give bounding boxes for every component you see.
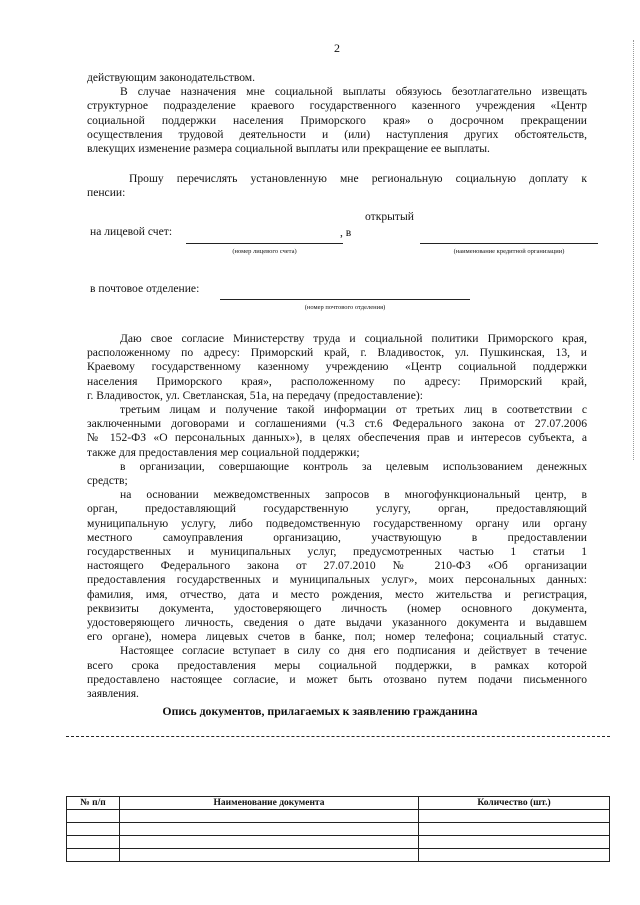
- intro-line: В случае назначения мне социальной выплаты обязуюсь безотлагательно извещать: [120, 85, 587, 99]
- opened-label: открытый: [365, 210, 414, 223]
- inventory-title: Опись документов, прилагаемых к заявлению гражданина: [162, 704, 478, 718]
- consent-line: г. Владивосток, ул. Светланская, 51а, на передачу (предоставление):: [87, 388, 423, 402]
- intro-line: действующим законодательством.: [87, 71, 256, 84]
- scan-edge: [629, 40, 634, 460]
- consent-line: Даю свое согласие Министерству труда и социальной политики Приморского края,: [120, 332, 587, 345]
- post-office-label: в почтовое отделение:: [90, 282, 200, 295]
- consent-line: также для предоставления мер социальной поддержки;: [87, 445, 360, 459]
- table-row: [67, 849, 610, 862]
- consent-line: на основании межведомственных запросов в многофункциональный центр, в: [120, 488, 587, 502]
- consent-line: Настоящее согласие вступает в силу со дня его подписания и действует в течение: [120, 644, 587, 658]
- account-number-caption: (номер лицевого счета): [232, 248, 297, 255]
- consent-line: предоставления государственных и муниципальных услуг», моих персональных данных:: [87, 573, 587, 587]
- consent-line: фамилия, имя, отчество, дата и место рождения, место жительства и регистрация,: [87, 587, 587, 601]
- consent-line: заявления.: [87, 687, 139, 701]
- col-quantity-header: Количество (шт.): [419, 797, 610, 810]
- consent-line: всего срока предоставления меры социальной поддержки, в рамках которой: [87, 658, 587, 672]
- consent-line: местного самоуправления организацию, участвующую в предоставлении: [87, 530, 587, 544]
- account-comma-in: , в: [340, 226, 352, 239]
- consent-line: реквизиты документа, удостоверяющего личность (номер основного документа,: [87, 601, 587, 615]
- intro-line: социальной поддержки населения Приморского края» о досрочном прекращении: [87, 113, 587, 127]
- consent-line: № 152-ФЗ «О персональных данных»), в целях обеспечения прав и интересов субъекта, а: [87, 431, 587, 445]
- transfer-request: [87, 172, 587, 200]
- consent-line: орган, предоставляющий государственную услугу, орган, предоставляющий: [87, 502, 587, 516]
- consent-line: заключенными договорами и соглашениями (ч.3 ст.6 Федерального закона от 27.07.2006: [87, 417, 587, 431]
- bank-name-line: [420, 243, 598, 244]
- consent-line: муниципальную услугу, либо подведомственную государственному органу или органу: [87, 516, 587, 530]
- col-document-header: Наименование документа: [120, 797, 419, 810]
- inventory-top-rule: [66, 736, 610, 737]
- intro-paragraph: [87, 71, 587, 156]
- transfer-line: пенсии:: [87, 186, 126, 200]
- account-number-line: [186, 243, 343, 244]
- post-office-line: [220, 299, 470, 300]
- consent-line: третьим лицам и получение такой информации от третьих лиц в соответствии с: [120, 403, 587, 417]
- consent-paragraph: [87, 332, 587, 701]
- consent-line: удостоверяющего личность, сведения о дате выдачи указанного документа и выдавшем: [87, 616, 587, 630]
- account-label: на лицевой счет:: [90, 225, 173, 238]
- consent-line: его органе), номера лицевых счетов в банке, пол; номер телефона; социальный статус.: [87, 630, 587, 644]
- table-header-row: [67, 797, 610, 810]
- consent-line: в организации, совершающие контроль за целевым использованием денежных: [120, 459, 587, 473]
- post-office-caption: (номер почтового отделения): [304, 304, 386, 311]
- intro-line: структурное подразделение краевого государственного казенного учреждения «Центр: [87, 99, 587, 113]
- col-number-header: № п/п: [67, 797, 120, 810]
- table-row: [67, 810, 610, 823]
- consent-line: расположенному по адресу: Приморский край, г. Владивосток, ул. Пушкинская, 13, и: [87, 346, 587, 360]
- consent-line: населения Приморского края», расположенному по адресу: Приморский край,: [87, 374, 587, 388]
- table-row: [67, 836, 610, 849]
- consent-line: предоставлено настоящее согласие, и может быть отозвано путем подачи письменного: [87, 672, 587, 686]
- consent-line: средств;: [87, 474, 128, 488]
- consent-line: государственных и муниципальных услуг, предусмотренных частью 1 статьи 1: [87, 545, 587, 559]
- consent-line: Краевому государственному казенному учреждению «Центр социальной поддержки: [87, 360, 587, 374]
- intro-line: влекущих изменение размера социальной выплаты или прекращение ее выплаты.: [87, 142, 490, 156]
- table-row: [67, 823, 610, 836]
- transfer-line: Прошу перечислять установленную мне региональную социальную доплату к: [129, 172, 587, 185]
- bank-name-caption: (наименование кредитной организации): [453, 248, 565, 255]
- inventory-table: [66, 796, 610, 862]
- consent-line: настоящего Федерального закона от 27.07.2010 № 210-ФЗ «Об организации: [87, 559, 587, 573]
- intro-line: осуществления трудовой деятельности и (или) наступления других обстоятельств,: [87, 127, 587, 141]
- page-number: 2: [334, 41, 340, 55]
